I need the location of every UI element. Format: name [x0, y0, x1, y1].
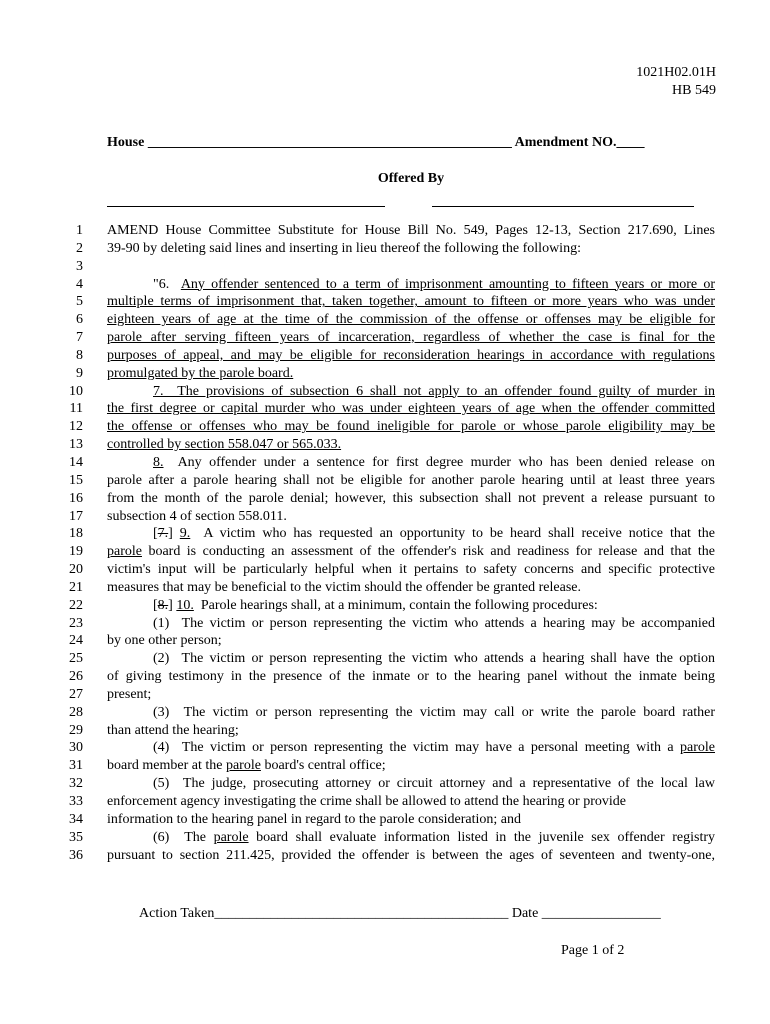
text-line — [0, 525, 770, 543]
deleted-text: 8. — [157, 597, 169, 613]
offered-by-signature-line-left — [107, 196, 385, 207]
line-segment: (4) The victim or person representing the victim may have a personal meeting with a — [153, 740, 681, 756]
line-segment: board member at the — [107, 758, 226, 774]
line-number: 31 — [69, 758, 83, 774]
line-text — [107, 632, 715, 650]
line-text — [107, 525, 715, 543]
line-text — [107, 579, 715, 597]
line-text — [107, 668, 715, 686]
line-text — [107, 365, 715, 383]
inserted-text: 7. The provisions of subsection 6 shall not apply to an offender found guilty of murder in — [153, 383, 715, 399]
line-number: 14 — [69, 454, 83, 470]
line-text — [107, 472, 715, 490]
line-segment: (6) The — [153, 829, 214, 845]
line-text — [107, 400, 715, 418]
line-segment: AMEND House Committee Substitute for House Bill No. 549, Pages 12-13, Section 217.690, Lines — [107, 223, 715, 238]
line-segment: by one other person; — [107, 633, 222, 649]
line-number: 17 — [69, 508, 83, 524]
text-line — [0, 722, 770, 740]
line-text — [107, 811, 715, 829]
text-line — [0, 365, 770, 383]
line-number: 18 — [69, 526, 83, 542]
line-number: 30 — [69, 740, 83, 756]
text-line — [0, 615, 770, 633]
amendment-text — [0, 222, 770, 864]
text-line — [0, 579, 770, 597]
line-segment: (1) The victim or person representing the victim who attends a hearing may be accompanied — [153, 615, 715, 631]
house-blank: ____________________________________________________ — [147, 135, 512, 150]
inserted-text: controlled by section 558.047 or 565.033. — [107, 437, 342, 453]
line-number: 24 — [69, 633, 83, 649]
line-text — [107, 329, 715, 347]
text-line — [0, 561, 770, 579]
line-number: 28 — [69, 704, 83, 720]
inserted-text: 8. — [153, 454, 164, 470]
line-number: 20 — [69, 562, 83, 578]
line-segment: A victim who has requested an opportunity to be heard shall receive notice that the — [190, 526, 715, 542]
line-number: 33 — [69, 794, 83, 809]
date-label: Date — [511, 906, 539, 921]
inserted-text: parole — [680, 740, 715, 756]
text-line — [0, 347, 770, 365]
line-segment: ] — [168, 526, 180, 542]
inserted-text: 10. — [176, 597, 194, 613]
inserted-text: parole — [213, 829, 249, 845]
line-number: 16 — [69, 490, 83, 506]
line-text — [107, 757, 715, 775]
line-number: 27 — [69, 686, 83, 702]
line-segment: than attend the hearing; — [107, 722, 239, 738]
line-number: 11 — [69, 401, 83, 417]
line-number: 22 — [69, 597, 83, 613]
line-segment: Any offender under a sentence for first degree murder who has been denied release on — [163, 454, 715, 470]
line-text — [107, 650, 715, 668]
inserted-text: multiple terms of imprisonment that, taken together, amount to fifteen or more years who was under — [107, 294, 715, 310]
line-number: 3 — [76, 258, 83, 274]
line-segment: victim's input will be particularly helpful when it pertains to safety concerns and specific protective — [107, 562, 715, 578]
line-number: 36 — [69, 847, 83, 863]
text-line — [0, 793, 770, 811]
line-text — [107, 311, 715, 329]
line-segment: "6. — [153, 276, 181, 292]
inserted-text: parole — [225, 758, 261, 774]
text-line — [0, 829, 770, 847]
line-number: 13 — [69, 437, 83, 453]
text-line — [0, 508, 770, 526]
inserted-text: 9. — [179, 526, 191, 542]
inserted-text: eighteen years of age at the time of the commission of the offense or offenses may be eligible for — [107, 312, 715, 328]
line-number: 29 — [69, 722, 83, 738]
line-text — [107, 543, 715, 561]
bill-number: HB 549 — [672, 83, 716, 98]
line-text — [107, 775, 715, 793]
line-text — [107, 436, 715, 454]
text-line — [0, 686, 770, 704]
line-text — [107, 597, 715, 615]
text-line — [0, 739, 770, 757]
house-label: House — [107, 135, 145, 150]
line-number: 2 — [76, 240, 83, 256]
line-text — [107, 793, 715, 811]
text-line — [0, 222, 770, 240]
deleted-text: 7. — [157, 526, 169, 542]
line-text — [107, 508, 715, 526]
inserted-text: promulgated by the parole board. — [107, 365, 294, 381]
text-line — [0, 490, 770, 508]
text-line — [0, 847, 770, 865]
document-id — [636, 64, 716, 100]
line-text — [107, 418, 715, 436]
line-text — [107, 490, 715, 508]
text-line — [0, 597, 770, 615]
line-text — [107, 704, 715, 722]
line-segment: [ — [153, 526, 158, 542]
line-segment: board shall evaluate information listed in the juvenile sex offender registry — [248, 829, 715, 845]
text-line — [0, 329, 770, 347]
line-number: 12 — [69, 419, 83, 435]
line-segment: (2) The victim or person representing the victim who attends a hearing shall have the option — [153, 651, 715, 667]
line-number: 8 — [76, 347, 83, 363]
text-line — [0, 311, 770, 329]
line-segment: (3) The victim or person representing the victim may call or write the parole board rather — [153, 704, 715, 720]
inserted-text: the first degree or capital murder who was under eighteen years of age when the offender committed — [107, 401, 715, 417]
line-number: 21 — [69, 579, 83, 595]
line-number: 4 — [76, 276, 83, 292]
text-line — [0, 240, 770, 258]
line-segment: board's central office; — [260, 758, 386, 774]
line-number: 26 — [69, 669, 83, 685]
text-line — [0, 632, 770, 650]
line-segment: from the month of the parole denial; however, this subsection shall not prevent a release pursuant to — [107, 490, 715, 506]
line-segment: board is conducting an assessment of the offender's risk and readiness for release and that the — [141, 544, 715, 560]
line-segment: enforcement agency investigating the crime shall be allowed to attend the hearing or provide — [107, 794, 626, 809]
doc-code: 1021H02.01H — [636, 65, 716, 80]
inserted-text: purposes of appeal, and may be eligible for reconsideration hearings in accordance with regulations — [107, 347, 715, 363]
line-text — [107, 615, 715, 633]
amendment-number-blank: ____ — [616, 135, 645, 150]
text-line — [0, 400, 770, 418]
line-text — [107, 722, 715, 740]
action-taken-blank: __________________________________________ — [214, 906, 509, 921]
text-line — [0, 454, 770, 472]
line-segment: pursuant to section 211.425, provided the offender is between the ages of seventeen and twenty-one, — [107, 847, 715, 863]
amendment-label: Amendment NO. — [514, 135, 617, 150]
line-number: 7 — [76, 330, 83, 346]
line-text — [107, 293, 715, 311]
text-line — [0, 383, 770, 401]
line-number: 10 — [69, 383, 83, 399]
line-segment: of giving testimony in the presence of the inmate or to the hearing panel without the inmate being — [107, 669, 715, 685]
line-segment: (5) The judge, prosecuting attorney or circuit attorney and a representative of the local law — [153, 776, 715, 792]
inserted-text: the offense or offenses who may be found ineligible for parole or whose parole eligibility may be — [107, 419, 715, 435]
line-text — [107, 276, 715, 294]
action-taken-line — [139, 906, 661, 922]
line-text — [107, 454, 715, 472]
line-number: 35 — [69, 829, 83, 845]
house-amendment-line — [107, 135, 644, 151]
line-number: 15 — [69, 472, 83, 488]
line-number: 9 — [76, 365, 83, 381]
text-line — [0, 293, 770, 311]
date-blank: _________________ — [541, 906, 661, 921]
text-line — [0, 418, 770, 436]
line-text — [107, 829, 715, 847]
line-text — [107, 240, 715, 258]
line-text — [107, 222, 715, 240]
text-line — [0, 436, 770, 454]
line-number: 5 — [76, 294, 83, 310]
line-number: 32 — [69, 776, 83, 792]
inserted-text: parole — [107, 544, 142, 560]
line-text — [107, 347, 715, 365]
line-number: 23 — [69, 615, 83, 631]
inserted-text: parole after serving fifteen years of incarceration, regardless of whether the case is final for the — [107, 330, 715, 346]
text-line — [0, 472, 770, 490]
text-line — [0, 258, 770, 276]
line-segment: measures that may be beneficial to the victim should the offender be granted release. — [107, 579, 582, 595]
line-text — [107, 383, 715, 401]
line-segment: present; — [107, 686, 152, 702]
line-number: 6 — [76, 312, 83, 328]
text-line — [0, 668, 770, 686]
line-segment: [ — [153, 597, 158, 613]
line-segment: Parole hearings shall, at a minimum, contain the following procedures: — [193, 597, 598, 613]
text-line — [0, 543, 770, 561]
offered-by-signature-line-right — [432, 196, 694, 207]
text-line — [0, 704, 770, 722]
text-line — [0, 775, 770, 793]
line-text — [107, 686, 715, 704]
line-segment: subsection 4 of section 558.011. — [107, 508, 287, 524]
line-segment: parole after a parole hearing shall not be eligible for another parole hearing until at least three years — [107, 472, 715, 488]
line-number: 25 — [69, 651, 83, 667]
line-number: 1 — [76, 223, 83, 238]
text-line — [0, 650, 770, 668]
text-line — [0, 276, 770, 294]
line-number: 34 — [69, 811, 83, 827]
line-number: 19 — [69, 544, 83, 560]
line-text — [107, 561, 715, 579]
text-line — [0, 811, 770, 829]
offered-by-label: Offered By — [377, 171, 445, 186]
text-line — [0, 757, 770, 775]
inserted-text: Any offender sentenced to a term of imprisonment amounting to fifteen years or more or — [180, 276, 715, 292]
line-segment: 39-90 by deleting said lines and inserting in lieu thereof the following the following: — [107, 240, 581, 256]
line-text — [107, 847, 715, 865]
line-text — [107, 739, 715, 757]
page-number: Page 1 of 2 — [561, 943, 625, 958]
action-taken-label: Action Taken — [139, 906, 215, 921]
line-segment: ] — [168, 597, 177, 613]
line-segment: information to the hearing panel in regard to the parole consideration; and — [107, 811, 522, 827]
